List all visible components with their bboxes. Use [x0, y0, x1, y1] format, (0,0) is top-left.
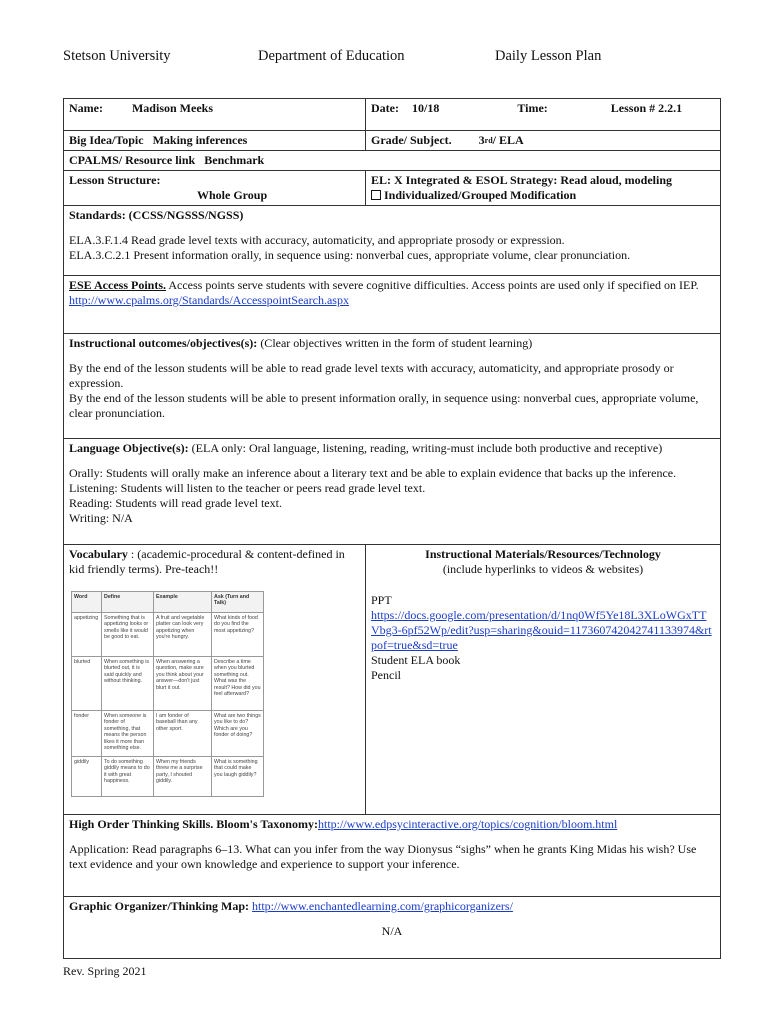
time-label: Time:: [517, 101, 548, 115]
date-label: Date:: [371, 101, 399, 115]
date-value: 10/18: [411, 101, 440, 115]
materials-note: (include hyperlinks to videos & websites): [442, 562, 644, 576]
lesson-number: Lesson # 2.2.1: [610, 101, 683, 115]
language-label: Language Objective(s):: [69, 441, 189, 455]
vocab-ask: What is something that could make you laugh giddily?: [212, 757, 264, 797]
materials-cell: [366, 545, 721, 815]
materials-label: Instructional Materials/Resources/Technology: [425, 547, 661, 561]
date-time-cell: [366, 99, 721, 131]
name-label: Name:: [69, 101, 103, 115]
revision-footer: Rev. Spring 2021: [63, 964, 147, 978]
big-idea-value: Making inferences: [152, 133, 248, 147]
grade-cell: [366, 131, 721, 151]
vocabulary-note: : (academic-procedural & content-defined in kid friendly terms). Pre-teach!!: [69, 547, 345, 576]
grade-suffix: rd: [484, 136, 493, 145]
vocab-header: Example: [154, 592, 212, 613]
vocab-header: Ask (Turn and Talk): [212, 592, 264, 613]
vocab-ask: What are two things you like to do? Which are you fonder of doing?: [212, 711, 264, 757]
organizer-link[interactable]: http://www.enchantedlearning.com/graphicorganizers/: [252, 899, 513, 913]
ppt-link[interactable]: https://docs.google.com/presentation/d/1nq0Wf5Ye18L3XLoWGxTTVbg3-6pf52Wp/edit?usp=sharing&ouid=117360742042741133974&rtpof=true&sd=true: [371, 608, 712, 652]
language-item: Orally: Students will orally make an inference about a literary text and be able to explain evidence that backs up the inference.: [69, 466, 677, 480]
hots-label: High Order Thinking Skills. Bloom's Taxonomy:: [69, 817, 318, 831]
organizer-cell: [64, 897, 721, 959]
plan-title: Daily Lesson Plan: [495, 48, 602, 64]
table-row: [72, 711, 264, 757]
el-cell: [366, 171, 721, 206]
ese-text: Access points serve students with severe cognitive difficulties. Access points are used only if specified on IEP.: [166, 278, 699, 292]
el-strategy: EL: X Integrated & ESOL Strategy: Read aloud, modeling: [371, 173, 673, 187]
outcomes-cell: [64, 334, 721, 439]
vocab-define: When someone is fonder of something, that means the person likes it more than something else.: [102, 711, 154, 757]
vocab-word: appetizing: [72, 613, 102, 657]
cpalms-cell: [64, 151, 721, 171]
organizer-label: Graphic Organizer/Thinking Map:: [69, 899, 250, 913]
organizer-value: N/A: [381, 924, 403, 938]
language-item: Reading: Students will read grade level text.: [69, 496, 282, 510]
outcomes-label: Instructional outcomes/objectives(s):: [69, 336, 258, 350]
standards-cell: [64, 206, 721, 276]
bloom-link[interactable]: http://www.edpsycinteractive.org/topics/cognition/bloom.html: [317, 817, 618, 831]
ese-link[interactable]: http://www.cpalms.org/Standards/AccesspointSearch.aspx: [69, 293, 349, 307]
department-name: Department of Education: [258, 48, 405, 64]
lesson-structure-label: Lesson Structure:: [69, 173, 161, 187]
vocab-example: I am fonder of baseball than any other sport.: [154, 711, 212, 757]
big-idea-cell: [64, 131, 366, 151]
grade-label: Grade/ Subject.: [371, 133, 452, 147]
language-item: Writing: N/A: [69, 511, 133, 525]
vocab-ask: Describe a time when you blurted something out. What was the result? How did you feel afterward?: [212, 657, 264, 711]
checkbox-icon[interactable]: [371, 190, 381, 200]
hots-text: Application: Read paragraphs 6–13. What can you infer from the way Dionysus “sighs” when he grants King Midas his wish? Use text evidence and your own knowledge and experience to support your inference.: [69, 842, 697, 871]
el-modification: Individualized/Grouped Modification: [384, 188, 577, 202]
vocab-header: Define: [102, 592, 154, 613]
vocab-word: blurted: [72, 657, 102, 711]
big-idea-label: Big Idea/Topic: [69, 133, 144, 147]
material-item: Pencil: [371, 668, 401, 682]
vocab-define: When something is blurted out, it is said quickly and without thinking.: [102, 657, 154, 711]
table-row: [72, 757, 264, 797]
name-value: Madison Meeks: [131, 101, 213, 115]
vocab-example: A fruit and vegetable platter can look very appetizing when you're hungry.: [154, 613, 212, 657]
table-row: [72, 657, 264, 711]
grade-number: 3: [478, 133, 485, 147]
ese-cell: [64, 276, 721, 334]
vocab-define: Something that is appetizing looks or smells like it would be good to eat.: [102, 613, 154, 657]
material-item: Student ELA book: [371, 653, 461, 667]
vocab-example: When my friends threw me a surprise party, I shouted giddily.: [154, 757, 212, 797]
lesson-structure-cell: [64, 171, 366, 206]
outcomes-note: (Clear objectives written in the form of student learning): [257, 336, 533, 350]
vocab-ask: What kinds of food do you find the most appetizing?: [212, 613, 264, 657]
vocab-header: Word: [72, 592, 102, 613]
vocabulary-cell: [64, 545, 366, 815]
language-item: Listening: Students will listen to the teacher or peers read grade level text.: [69, 481, 426, 495]
vocabulary-label: Vocabulary: [69, 547, 128, 561]
university-name: Stetson University: [63, 48, 171, 64]
table-row: [72, 613, 264, 657]
vocabulary-table: [71, 591, 264, 797]
language-note: (ELA only: Oral language, listening, reading, writing-must include both productive and receptive): [188, 441, 663, 455]
standard-item: ELA.3.C.2.1 Present information orally, in sequence using: nonverbal cues, appropriate volume, clear pronunciation.: [69, 248, 631, 262]
name-cell: [64, 99, 366, 131]
cpalms-value: Benchmark: [204, 153, 265, 167]
outcome-item: By the end of the lesson students will be able to read grade level texts with accuracy, automaticity, and appropriate prosody or expression.: [69, 361, 674, 390]
grade-subject: / ELA: [492, 133, 524, 147]
cpalms-label: CPALMS/ Resource link: [69, 153, 196, 167]
standard-item: ELA.3.F.1.4 Read grade level texts with accuracy, automaticity, and appropriate prosody or expression.: [69, 233, 565, 247]
lesson-plan-table: [63, 98, 721, 959]
standards-label: Standards: (CCSS/NGSSS/NGSS): [69, 208, 244, 222]
vocab-word: giddily: [72, 757, 102, 797]
hots-cell: [64, 815, 721, 897]
vocab-define: To do something giddily means to do it with great happiness.: [102, 757, 154, 797]
vocab-example: When answering a question, make sure you think about your answer—don't just blurt it out.: [154, 657, 212, 711]
ppt-label: PPT: [371, 593, 392, 607]
language-cell: [64, 439, 721, 545]
outcome-item: By the end of the lesson students will be able to present information orally, in sequence using: nonverbal cues, appropriate volume, clear pronunciation.: [69, 391, 699, 420]
vocab-word: fonder: [72, 711, 102, 757]
lesson-structure-value: Whole Group: [197, 188, 268, 202]
ese-label: ESE Access Points.: [69, 278, 167, 292]
